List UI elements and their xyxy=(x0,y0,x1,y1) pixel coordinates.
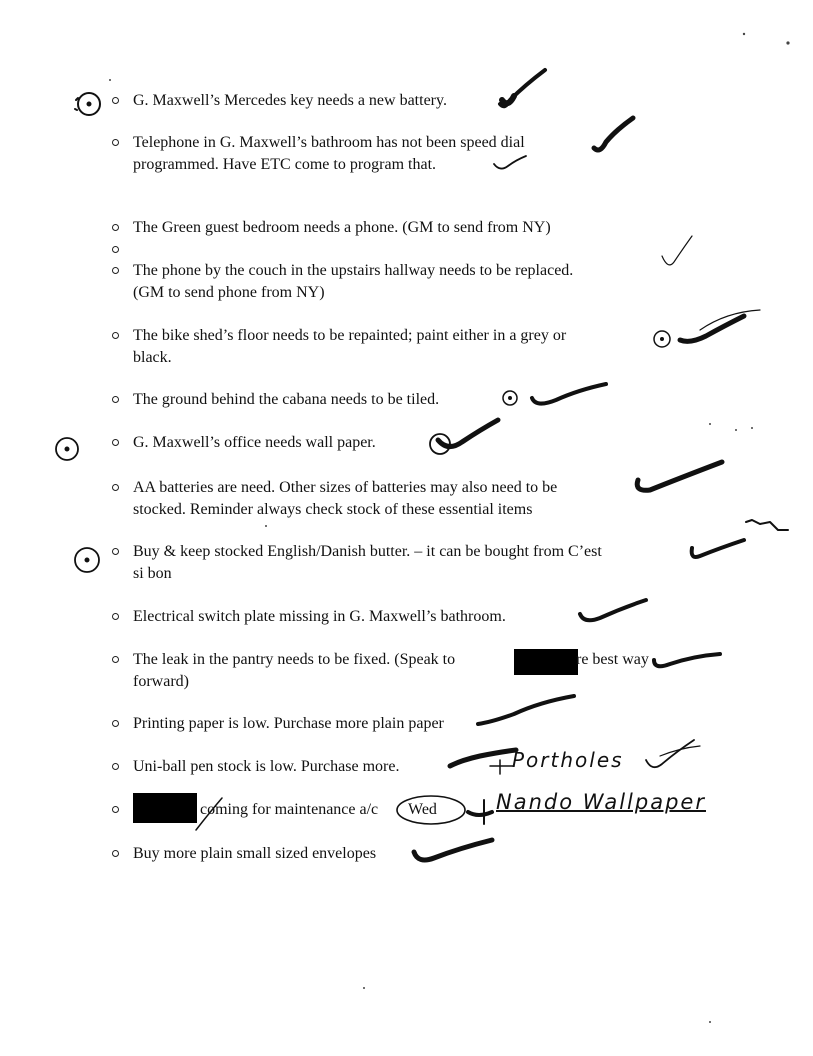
checkmark-icon xyxy=(637,462,722,490)
bullet-icon xyxy=(112,396,119,403)
bullet-icon xyxy=(112,613,119,620)
bullet-icon xyxy=(112,484,119,491)
checkmark-icon xyxy=(500,70,545,106)
item-text: coming for maintenance a/c xyxy=(200,801,379,818)
bullet-icon xyxy=(112,720,119,727)
item-text: Printing paper is low. Purchase more plain paper xyxy=(133,715,444,732)
circle-mark-icon xyxy=(503,391,517,405)
circle-mark-icon xyxy=(430,434,450,454)
bullet-icon xyxy=(112,332,119,339)
item-text: The leak in the pantry needs to be fixed. (Speak to xyxy=(133,651,456,668)
item-text: The ground behind the cabana needs to be tiled. xyxy=(133,391,440,408)
item-text: The bike shed’s floor needs to be repainted; paint either in a grey or xyxy=(133,327,567,344)
redaction-block xyxy=(133,793,197,823)
bullet-icon xyxy=(112,224,119,231)
bullet-icon xyxy=(112,548,119,555)
circled-word: Wed xyxy=(408,801,437,818)
item-text-tail: re best way xyxy=(576,651,649,668)
handwritten-note: Nando Wallpaper xyxy=(496,790,706,814)
bullet-icon xyxy=(112,97,119,104)
item-text: G. Maxwell’s office needs wall paper. xyxy=(133,434,376,451)
checkmark-icon xyxy=(662,236,692,265)
bullet-icon xyxy=(112,246,119,253)
item-text: black. xyxy=(133,349,172,366)
item-text: stocked. Reminder always check stock of these essential items xyxy=(133,501,533,518)
margin-circle-icon xyxy=(75,93,100,115)
bullet-icon xyxy=(112,267,119,274)
item-text: AA batteries are need. Other sizes of batteries may also need to be xyxy=(133,479,558,496)
checkmark-icon xyxy=(646,740,694,767)
item-text: The Green guest bedroom needs a phone. (GM to send from NY) xyxy=(133,219,551,236)
item-text: G. Maxwell’s Mercedes key needs a new battery. xyxy=(133,92,447,109)
bullet-icon xyxy=(112,139,119,146)
checkmark-icon xyxy=(594,118,633,150)
checkmark-icon xyxy=(654,654,720,666)
checkmark-icon xyxy=(478,696,574,724)
checkmark-icon xyxy=(494,156,526,169)
margin-circle-icon xyxy=(56,438,78,460)
checkmark-icon xyxy=(438,420,498,447)
item-text: Uni-ball pen stock is low. Purchase more. xyxy=(133,758,400,775)
bullet-icon xyxy=(112,656,119,663)
checkmark-icon xyxy=(414,840,492,860)
bullet-icon xyxy=(112,806,119,813)
checkmark-icon xyxy=(532,384,606,404)
item-text: Buy more plain small sized envelopes xyxy=(133,845,377,862)
handwritten-note: Portholes xyxy=(512,748,624,772)
checkmark-icon xyxy=(450,750,516,766)
item-text: The phone by the couch in the upstairs hallway needs to be replaced. xyxy=(133,262,574,279)
checkmark-icon xyxy=(580,600,646,620)
checkmark-icon xyxy=(680,316,744,341)
circle-mark-icon xyxy=(654,331,670,347)
bullet-icon xyxy=(112,763,119,770)
redaction-block xyxy=(514,649,578,675)
item-text: forward) xyxy=(133,673,189,690)
bullet-icon xyxy=(112,850,119,857)
margin-circle-icon xyxy=(75,548,99,572)
item-text: programmed. Have ETC come to program that. xyxy=(133,156,437,173)
item-text: Telephone in G. Maxwell’s bathroom has not been speed dial xyxy=(133,134,525,151)
item-text: (GM to send phone from NY) xyxy=(133,284,325,301)
checkmark-icon xyxy=(468,812,492,815)
checkmark-icon xyxy=(692,540,744,557)
bullet-icon xyxy=(112,439,119,446)
item-text: Buy & keep stocked English/Danish butter. – it can be bought from C’est xyxy=(133,543,602,560)
item-text: Electrical switch plate missing in G. Maxwell’s bathroom. xyxy=(133,608,506,625)
item-text: si bon xyxy=(133,565,172,582)
